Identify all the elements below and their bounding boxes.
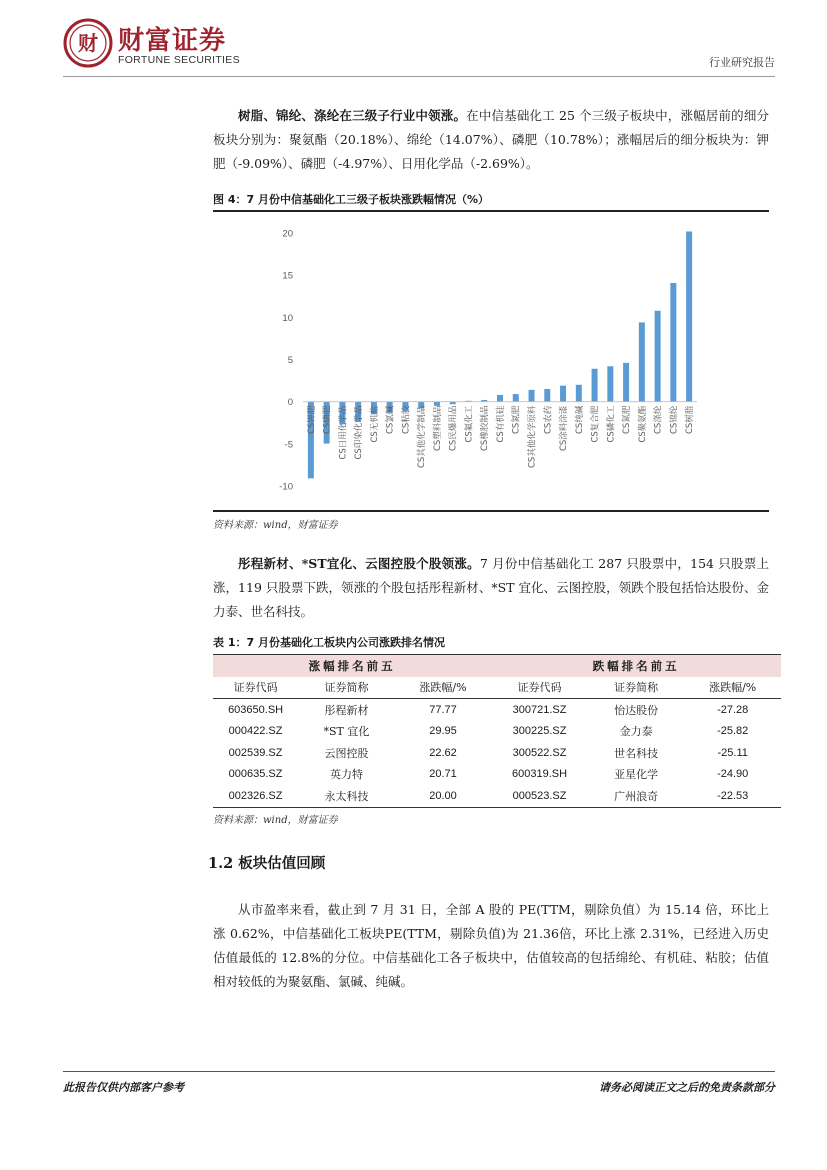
x-category-label: CS纯碱	[574, 405, 585, 435]
paragraph-subsector-performance	[213, 104, 769, 176]
cell: *ST 宜化	[323, 725, 370, 739]
figure-bottom-rule	[213, 510, 769, 512]
bar	[592, 369, 598, 402]
bar	[434, 402, 440, 406]
cell: 亚星化学	[614, 768, 659, 782]
y-tick-label: -10	[279, 481, 293, 493]
table-source: 资料来源：wind，财富证券	[213, 815, 338, 826]
y-tick-label: 15	[282, 270, 293, 282]
x-category-label: CS塑料制品	[432, 405, 443, 452]
bar	[639, 322, 645, 401]
bar	[607, 366, 613, 401]
cell: -25.11	[717, 746, 748, 759]
subsector-bar-chart	[213, 215, 769, 510]
cell: 广州浪奇	[588, 785, 685, 807]
x-category-label: CS其他化学制品	[417, 405, 428, 469]
figure-source: 资料来源：wind，财富证券	[213, 520, 338, 531]
figure-caption: 图 4：7 月份中信基础化工三级子板块涨跌幅情况（%）	[213, 193, 489, 206]
paragraph-body: 在中信基础化工 25 个三级子板块中，涨幅居前的细分板块分别为：聚氨酯（20.18%）、绵纶（14.07%）、磷肥（10.78%）；涨幅居后的细分板块为：钾肥（-9.09%）、磷肥（-4.97%）、日用化学品（-2.69%）。	[213, 108, 769, 171]
group-top-losers: 跌幅排名前五	[491, 655, 781, 677]
bar	[576, 385, 582, 402]
x-category-label: CS磷化工	[606, 405, 617, 443]
x-category-label: CS日用化学品	[338, 405, 349, 460]
cell: 英力特	[329, 768, 363, 782]
x-category-label: CS钾肥	[306, 405, 317, 435]
group-top-gainers: 涨幅排名前五	[213, 655, 491, 677]
x-category-label: CS复合肥	[590, 405, 601, 443]
col-header: 证券代码	[491, 677, 588, 699]
bar	[686, 231, 692, 401]
table-row	[213, 785, 781, 807]
paragraph-lead: 彤程新材、*ST宜化、云图控股个股领涨。	[238, 556, 480, 571]
stock-ranking-table	[213, 654, 781, 808]
cell: 000523.SZ	[491, 785, 588, 807]
cell: 300721.SZ	[512, 703, 567, 716]
x-category-label: CS橡胶制品	[480, 405, 491, 452]
x-category-label: CS民爆用品	[448, 405, 459, 452]
cell: 云图控股	[324, 746, 369, 760]
x-category-label: CS树脂	[685, 405, 696, 435]
cell: 20.71	[429, 768, 457, 781]
x-category-label: CS氮肥	[622, 405, 633, 435]
x-category-label: CS粘胶	[401, 405, 412, 435]
bar	[497, 395, 503, 402]
bar	[655, 311, 661, 402]
cell: 603650.SH	[228, 703, 284, 716]
cell: -22.53	[684, 785, 781, 807]
y-tick-label: 10	[282, 312, 293, 324]
col-header: 证券代码	[213, 677, 298, 699]
section-title: 1.2 板块估值回顾	[208, 855, 326, 872]
paragraph-valuation: 从市盈率来看，截止到 7 月 31 日，全部 A 股的 PE(TTM，剔除负值）为 15.14 倍，环比上涨 0.62%，中信基础化工板块PE(TTM，剔除负值)为 21.36倍，环比上涨 2.31%，已经进入历史估值最低的 12.8%的分位。中信基础化工各子板块中，估值较高的包括绵纶、有机硅、粘胶；估值相对较低的为聚氨酯、氯碱、纯碱。	[213, 902, 769, 989]
x-category-label: CS印染化学品	[354, 405, 365, 460]
bar	[529, 390, 535, 402]
paragraph-stock-performance	[213, 552, 769, 624]
logo-seal-char: 财	[78, 31, 98, 55]
table-caption: 表 1：7 月份基础化工板块内公司涨跌排名情况	[213, 636, 445, 649]
y-tick-label: 0	[287, 397, 293, 409]
bar	[513, 394, 519, 402]
cell: 300522.SZ	[512, 746, 567, 759]
cell: 000635.SZ	[228, 768, 283, 781]
bar	[670, 283, 676, 402]
table-row	[213, 764, 781, 786]
cell: 002326.SZ	[213, 785, 298, 807]
cell: 永太科技	[298, 785, 395, 807]
col-header: 证券简称	[298, 677, 395, 699]
cell: 金力泰	[619, 725, 653, 739]
footer-disclaimer-right: 请务必阅读正文之后的免责条款部分	[599, 1081, 775, 1094]
fortune-logo-icon	[63, 18, 113, 68]
cell: 世名科技	[614, 746, 659, 760]
cell: 002539.SZ	[228, 746, 283, 759]
x-category-label: CS锦纶	[669, 405, 680, 435]
cell: 20.00	[395, 785, 492, 807]
paragraph-lead: 树脂、锦纶、涤纶在三级子行业中领涨。	[238, 108, 467, 123]
x-category-label: CS无机盐	[369, 405, 380, 443]
y-tick-label: -5	[284, 439, 293, 451]
table-row	[213, 699, 781, 721]
x-category-label: CS有机硅	[496, 405, 506, 443]
cell: 怡达股份	[614, 703, 659, 717]
page-header	[63, 18, 775, 78]
x-category-label: CS氯碱	[385, 405, 396, 435]
x-category-label: CS氮肥	[511, 405, 522, 435]
cell: 600319.SH	[512, 768, 568, 781]
cell: -27.28	[717, 703, 749, 716]
footer-divider	[63, 1071, 775, 1072]
cell: -25.82	[717, 725, 749, 738]
col-header: 涨跌幅/%	[684, 677, 781, 699]
y-tick-label: 20	[282, 228, 293, 240]
x-category-label: CS涤纶	[653, 405, 664, 435]
cell: 22.62	[429, 746, 457, 759]
logo-english-name: FORTUNE SECURITIES	[118, 54, 240, 66]
cell: 300225.SZ	[512, 725, 567, 738]
report-type-label: 行业研究报告	[709, 56, 775, 69]
table-group-header	[213, 655, 781, 677]
x-category-label: CS磷肥	[322, 405, 333, 435]
bar	[544, 389, 550, 402]
x-category-label: CS氟化工	[464, 405, 475, 443]
paragraph-body: 7 月份中信基础化工 287 只股票中，154 只股票上涨，119 只股票下跌，领涨的个股包括彤程新材、*ST 宜化、云图控股，领跌个股包括恰达股份、金力泰、世名科技。	[213, 556, 769, 619]
x-category-label: CS农药	[543, 405, 554, 435]
header-divider	[63, 76, 775, 77]
cell: 000422.SZ	[228, 725, 283, 738]
table-row	[213, 742, 781, 764]
col-header: 证券简称	[588, 677, 685, 699]
figure-top-rule	[213, 210, 769, 212]
footer-disclaimer-left: 此报告仅供内部客户参考	[63, 1081, 184, 1094]
col-header: 涨跌幅/%	[395, 677, 492, 699]
bar	[623, 363, 629, 402]
x-category-label: CS其他化学原料	[527, 405, 538, 469]
x-category-label: CS聚氨酯	[637, 405, 648, 443]
cell: 77.77	[429, 703, 457, 716]
cell: 彤程新材	[324, 703, 369, 717]
x-category-label: CS涂料涂漆	[559, 405, 570, 452]
cell: 29.95	[429, 725, 457, 738]
logo-chinese-name: 财富证券	[118, 26, 227, 56]
table-row	[213, 721, 781, 743]
cell: -24.90	[717, 768, 749, 781]
bar	[560, 386, 566, 402]
y-tick-label: 5	[287, 355, 293, 366]
table-column-header	[213, 677, 781, 699]
